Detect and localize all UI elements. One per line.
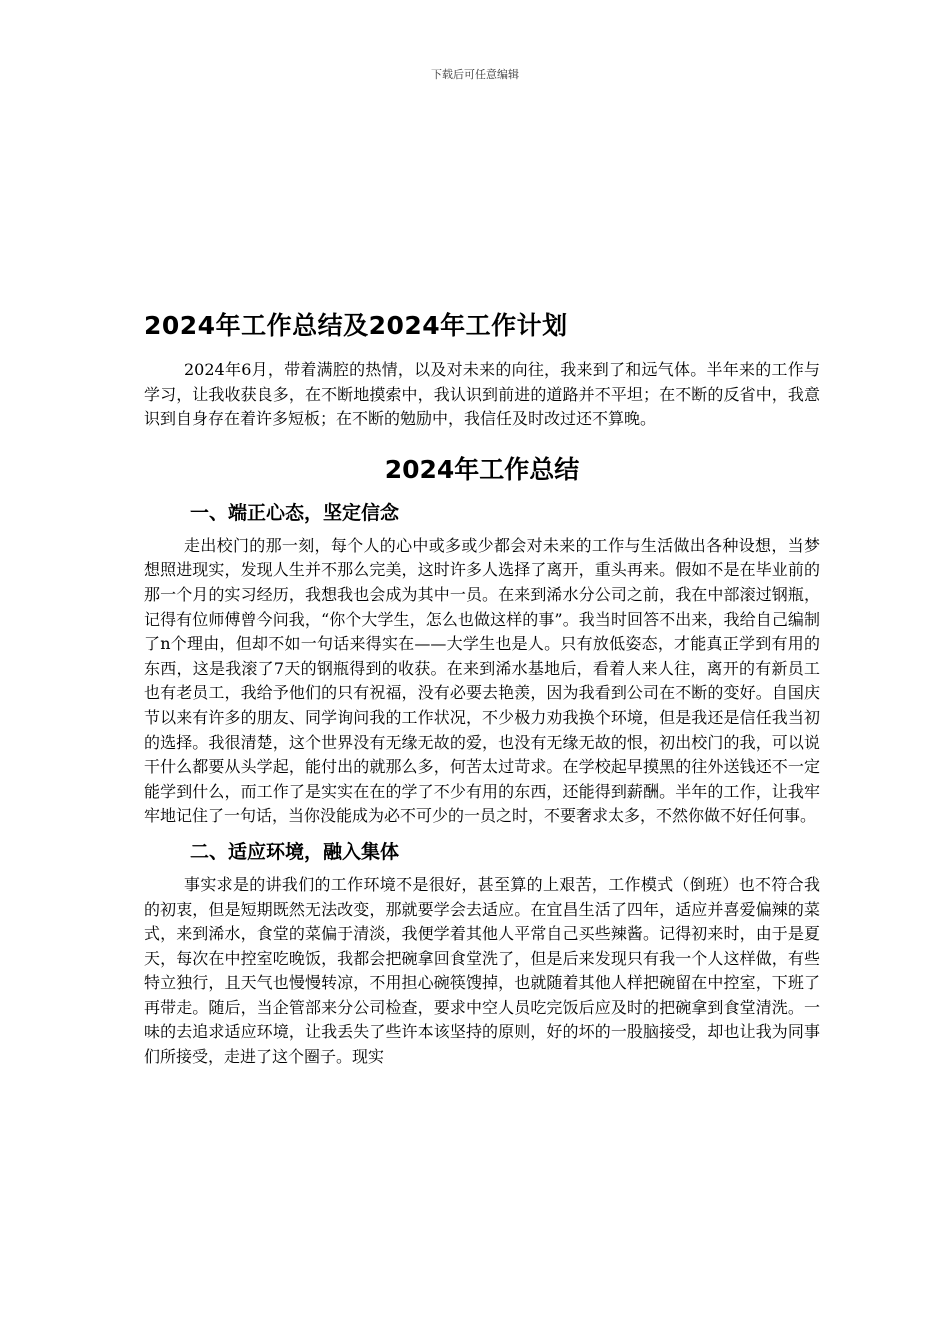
header-note: 下载后可任意编辑 <box>431 68 519 81</box>
subsection-paragraph-1: 走出校门的那一刻，每个人的心中或多或少都会对未来的工作与生活做出各种设想，当梦想照进现实，发现人生并不那么完美，这时许多人选择了离开，重头再来。假如不是在毕业前的那一个月的实习经历，我想我也会成为其中一员。在来到浠水分公司之前，我在中部滚过钢瓶，记得有位师傅曾今问我，“你个大学生，怎么也做这样的事”。我当时回答不出来，我给自己编制了n个理由，但却不如一句话来得实在——大学生也是人。只有放低姿态，才能真正学到有用的东西，这是我滚了7天的钢瓶得到的收获。在来到浠水基地后，看着人来人往，离开的有新员工也有老员工，我给予他们的只有祝福，没有必要去艳羡，因为我看到公司在不断的变好。自国庆节以来有许多的朋友、同学询问我的工作状况，不少极力劝我换个环境，但是我还是信任我当初的选择。我很清楚，这个世界没有无缘无故的爱，也没有无缘无故的恨，初出校门的我，可以说干什么都要从头学起，能付出的就那么多，何苦太过苛求。在学校起早摸黑的往外送钱还不一定能学到什么，而工作了是实实在在的学了不少有用的东西，还能得到薪酬。半年的工作，让我牢牢地记住了一句话，当你没能成为必不可少的一员之时，不要奢求太多，不然你做不好任何事。 <box>144 535 820 826</box>
intro-paragraph: 2024年6月，带着满腔的热情，以及对未来的向往，我来到了和远气体。半年来的工作与学习，让我收获良多，在不断地摸索中，我认识到前进的道路并不平坦；在不断的反省中，我意识到自身存在着许多短板；在不断的勉励中，我信任及时改过还不算晚。 <box>144 360 820 429</box>
section-title: 2024年工作总结 <box>384 454 580 484</box>
document-title: 2024年工作总结及2024年工作计划 <box>144 311 568 340</box>
subsection-heading-1: 一、端正心态，坚定信念 <box>190 501 400 524</box>
subsection-heading-2: 二、适应环境，融入集体 <box>190 840 400 863</box>
document-body <box>144 308 820 1070</box>
subsection-paragraph-2: 事实求是的讲我们的工作环境不是很好，甚至算的上艰苦，工作模式（倒班）也不符合我的初衷，但是短期既然无法改变，那就要学会去适应。在宜昌生活了四年，适应并喜爱偏辣的菜式，来到浠水，食堂的菜偏于清淡，我便学着其他人平常自己买些辣酱。记得初来时，由于是夏天，每次在中控室吃晚饭，我都会把碗拿回食堂洗了，但是后来发现只有我一个人这样做，有些特立独行，且天气也慢慢转凉，不用担心碗筷馊掉，也就随着其他人样把碗留在中控室，下班了再带走。随后，当企管部来分公司检查，要求中空人员吃完饭后应及时的把碗拿到食堂清洗。一味的去追求适应环境，让我丢失了些许本该坚持的原则，好的坏的一股脑接受，却也让我为同事们所接受，走进了这个圈子。现实 <box>144 874 820 1067</box>
